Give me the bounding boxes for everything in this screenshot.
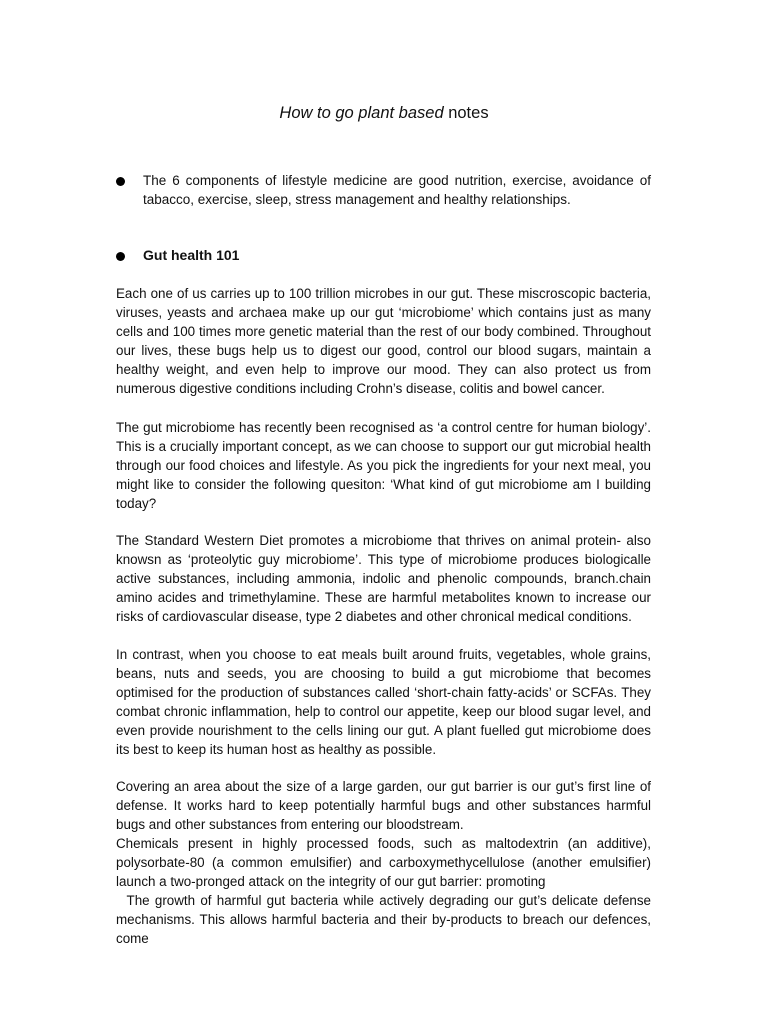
- document-title: [0, 102, 768, 124]
- section-heading-gut-health: [116, 246, 651, 265]
- section-heading-text: Gut health 101: [143, 247, 240, 263]
- bullet-text: The 6 components of lifestyle medicine are good nutrition, exercise, avoidance of tabacco, exercise, sleep, stress management and healthy relationships.: [143, 173, 651, 207]
- paragraph: Each one of us carries up to 100 trillion microbes in our gut. These miscroscopic bacteria, viruses, yeasts and archaea make up our gut ‘microbiome’ which contains just as many cells and 100 times more genetic material than the rest of our body combined. Throughout our lives, these bugs help us to digest our good, control our blood sugars, maintain a healthy weight, and even help to improve our mood. They can also protect us from numerous digestive conditions including Crohn’s disease, colitis and bowel cancer.: [116, 286, 651, 396]
- paragraph: The growth of harmful gut bacteria while actively degrading our gut’s delicate defense mechanisms. This allows harmful bacteria and their by-products to breach our defences, come: [116, 893, 651, 946]
- paragraph: The gut microbiome has recently been recognised as ‘a control centre for human biology’. This is a crucially important concept, as we can choose to support our gut microbial health through our food choices and lifestyle. As you pick the ingredients for your next meal, you might like to consider the following quesiton: ‘What kind of gut microbiome am I building today?: [116, 420, 651, 511]
- paragraph: Covering an area about the size of a large garden, our gut barrier is our gut’s first line of defense. It works hard to keep potentially harmful bugs and other substances harmful bugs and other substances from entering our bloodstream.: [116, 779, 651, 832]
- paragraph: The Standard Western Diet promotes a microbiome that thrives on animal protein- also knowsn as ‘proteolytic guy microbiome’. This type of microbiome produces biologicalle active substances, including ammonia, indolic and phenolic compounds, branch.chain amino acides and trimethylamine. These are harmful metabolites known to increase our risks of cardiovascular disease, type 2 diabetes and other chronical medical conditions.: [116, 533, 651, 624]
- bullet-item: [116, 171, 651, 209]
- paragraph: In contrast, when you choose to eat meals built around fruits, vegetables, whole grains, beans, nuts and seeds, you are choosing to build a gut microbiome that becomes optimised for the production of substances called ‘short-chain fatty-acids’ or SCFAs. They combat chronic inflammation, help to control our appetite, keep our blood sugar level, and even provide nourishment to the cells lining our gut. A plant fuelled gut microbiome does its best to keep its human host as healthy as possible.: [116, 647, 651, 757]
- bullet-dot-icon: [116, 177, 125, 186]
- title-rest: notes: [443, 104, 489, 122]
- paragraph: Chemicals present in highly processed foods, such as maltodextrin (an additive), polysorbate-80 (a common emulsifier) and carboxymethycellulose (another emulsifier) launch a two-pronged attack on the integrity of our gut barrier: promoting: [116, 836, 651, 889]
- bullet-dot-icon: [116, 252, 125, 261]
- title-italic: How to go plant based: [279, 104, 444, 122]
